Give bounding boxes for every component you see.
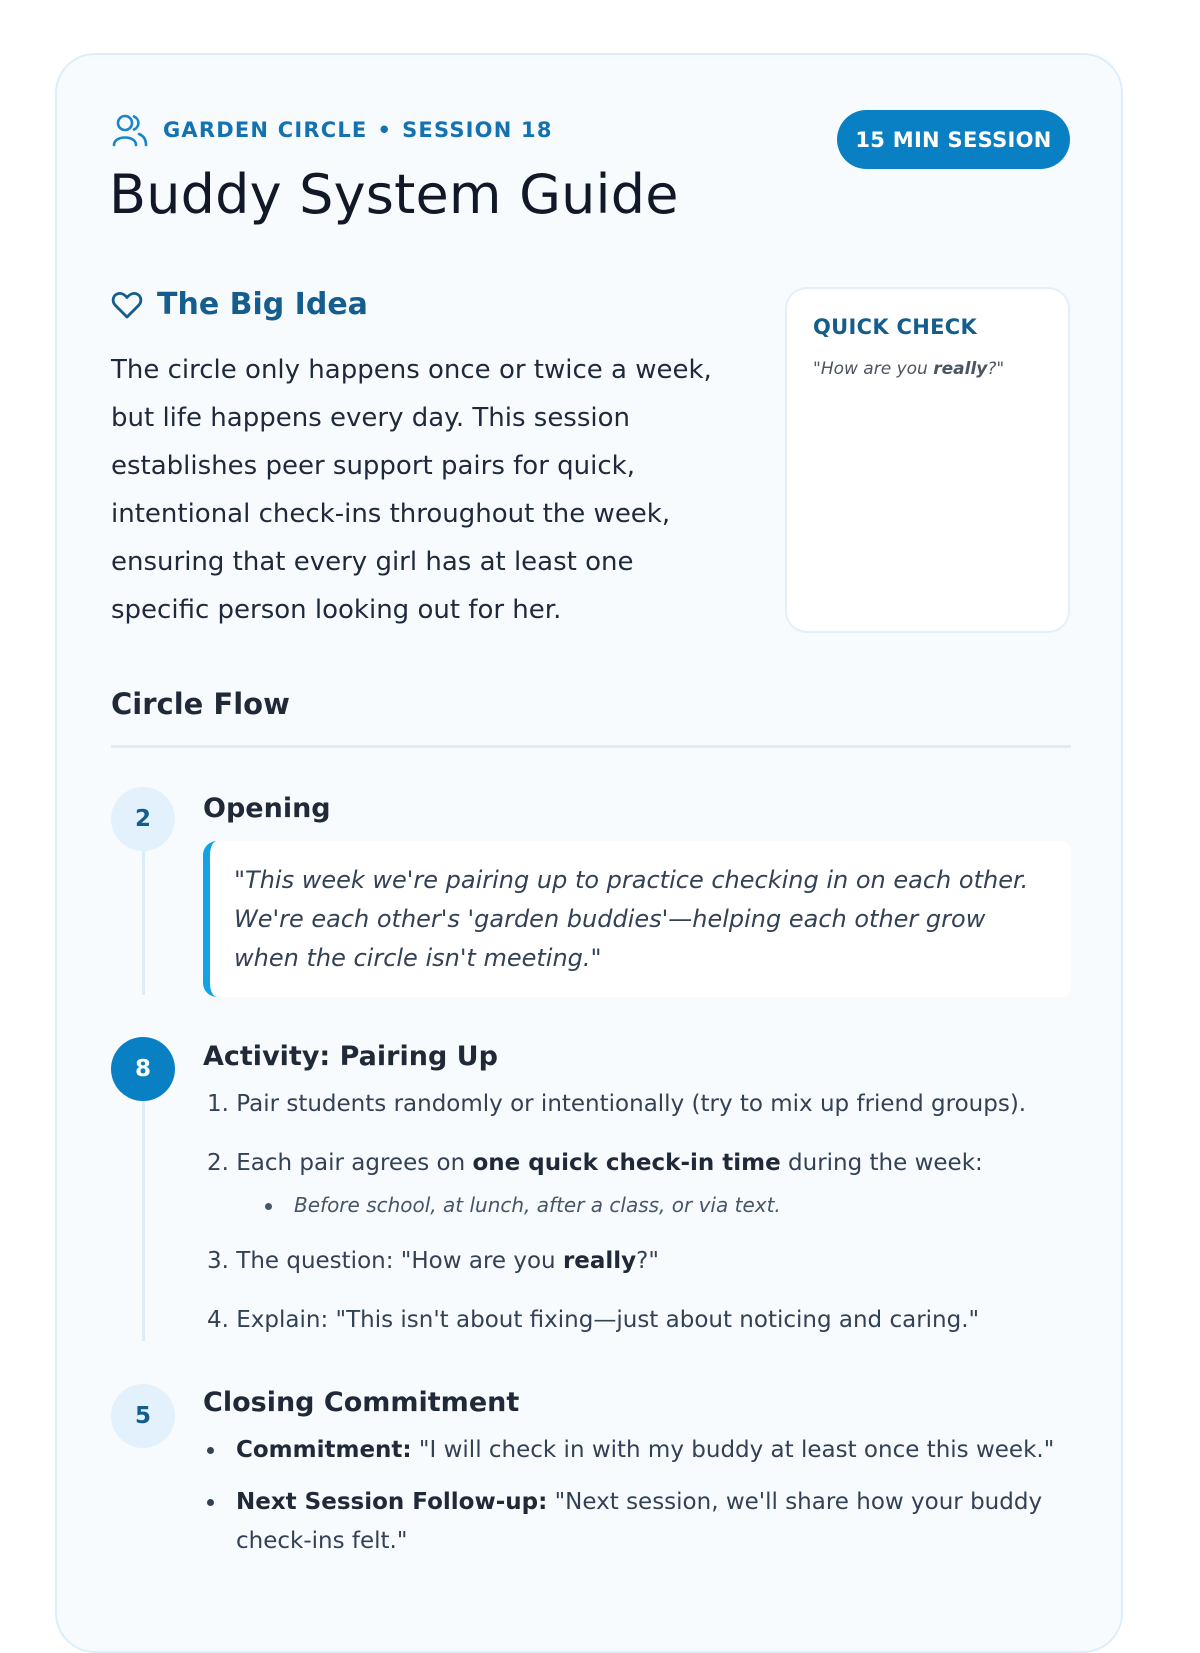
list-label: Commitment: — [236, 1437, 412, 1463]
quick-check-heading: QUICK CHECK — [813, 315, 978, 339]
big-idea-heading — [111, 287, 368, 322]
timeline-connector — [142, 851, 145, 995]
big-idea-body: The circle only happens once or twice a week, but life happens every day. This session establishes peer support pairs for quick, intentional check-ins throughout the week, ensuring that every girl has at least one specific person looking out for her. — [111, 355, 712, 625]
list-emphasis: one quick check-in time — [472, 1150, 781, 1176]
list-item — [207, 1150, 983, 1176]
list-text: ?" — [636, 1248, 659, 1274]
quick-check-question — [813, 359, 1042, 379]
list-text: Explain: "This isn't about fixing—just about noticing and caring." — [236, 1307, 980, 1333]
list-item — [207, 1091, 1026, 1117]
session-card — [55, 53, 1123, 1653]
session-eyebrow — [111, 113, 553, 147]
list-text: Pair students randomly or intentionally (try to mix up friend groups). — [236, 1091, 1027, 1117]
list-item — [207, 1489, 1042, 1515]
question-emphasis: really — [933, 359, 988, 379]
timeline-connector — [142, 1101, 145, 1341]
list-item-continuation: check-ins felt." — [236, 1528, 408, 1554]
list-item — [207, 1307, 979, 1333]
list-item — [207, 1248, 659, 1274]
list-text: during the week: — [780, 1150, 983, 1176]
session-number: SESSION 18 — [402, 118, 553, 142]
list-marker: 3. — [207, 1248, 229, 1274]
question-text: "How are you — [813, 359, 934, 379]
quick-check-box — [785, 287, 1070, 633]
list-text: "I will check in with my buddy at least once this week." — [411, 1437, 1055, 1463]
sub-list-text: Before school, at lunch, after a class, or via text. — [294, 1193, 781, 1217]
question-end: ?" — [987, 359, 1005, 379]
step-duration-badge: 2 — [111, 787, 175, 851]
list-emphasis: really — [562, 1248, 637, 1274]
list-text: Each pair agrees on — [236, 1150, 473, 1176]
sub-list-item — [265, 1193, 781, 1217]
step-title: Opening — [203, 793, 331, 824]
bullet-icon — [207, 1447, 214, 1454]
step-title: Activity: Pairing Up — [203, 1041, 498, 1072]
big-idea-title: The Big Idea — [157, 287, 368, 322]
duration-badge: 15 MIN SESSION — [837, 110, 1070, 169]
step-duration-badge: 8 — [111, 1037, 175, 1101]
list-marker: 1. — [207, 1091, 229, 1117]
list-text: "Next session, we'll share how your buddy — [547, 1489, 1043, 1515]
list-label: Next Session Follow-up: — [236, 1489, 548, 1515]
separator-dot: • — [377, 118, 393, 142]
page-title: Buddy System Guide — [109, 163, 679, 226]
circle-flow-heading: Circle Flow — [111, 687, 290, 721]
step-title: Closing Commitment — [203, 1387, 520, 1418]
list-text: The question: "How are you — [236, 1248, 563, 1274]
users-icon — [111, 113, 149, 147]
divider — [111, 745, 1071, 748]
bullet-icon — [265, 1203, 272, 1210]
list-marker: 4. — [207, 1307, 229, 1333]
list-item — [207, 1437, 1054, 1463]
bullet-icon — [207, 1499, 214, 1506]
step-duration-badge: 5 — [111, 1384, 175, 1448]
program-name: GARDEN CIRCLE — [163, 118, 368, 142]
opening-script-quote: "This week we're pairing up to practice checking in on each other. We're each other's 'garden buddies'—helping each other grow when the circle isn't meeting." — [203, 841, 1071, 997]
heart-icon — [111, 290, 143, 320]
list-marker: 2. — [207, 1150, 229, 1176]
